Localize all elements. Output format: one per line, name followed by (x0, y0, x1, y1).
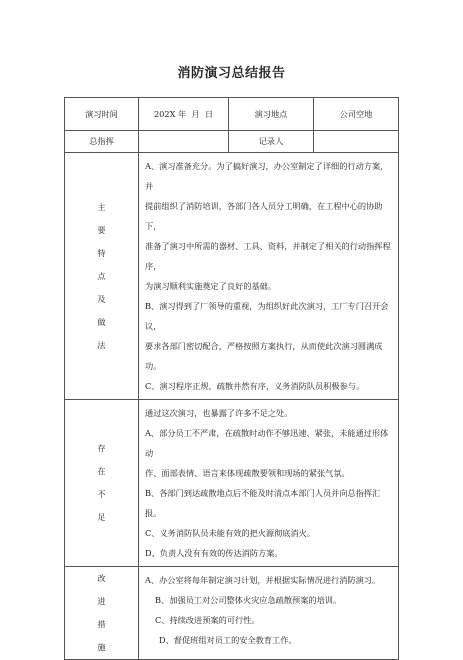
commander-label: 总指挥 (65, 131, 139, 153)
time-label: 演习时间 (65, 98, 139, 131)
recorder-value (314, 131, 399, 153)
section-improvements (65, 567, 399, 660)
page-title: 消防演习总结报告 (177, 66, 286, 81)
section-features (65, 153, 399, 400)
section-label-shortcomings: 存 在 不 足 (65, 400, 139, 567)
section-label-improvements: 改 进 措 施 (65, 567, 139, 660)
section-shortcomings (65, 400, 399, 567)
section-body-shortcomings: 通过这次演习，也暴露了许多不足之处。 A、部分员工不严肃，在疏散时动作不够迅速、紧张，未能通过形体动 作、面部表情、语言来体现疏散要领和现场的紧张气氛。 B、各部门到达疏散地点后不能及时清点本部门人员并向总指挥汇报。 C、义务消防队员未能有效的把火源彻底消火。 D、负责人没有有效的传达消防方案。 (139, 400, 399, 567)
commander-value (139, 131, 229, 153)
place-value: 公司空地 (314, 98, 399, 131)
section-label-features: 主 要 特 点 及 做 法 (65, 153, 139, 400)
place-label: 演习地点 (229, 98, 314, 131)
section-body-improvements: A、办公室将每年制定演习计划，并根据实际情况进行消防演习。 B、加强员工对公司整体火灾应急疏散预案的培训。 C、持续改进预案的可行性。 D、督促班组对员工的安全教育工作。 (139, 567, 399, 660)
time-value: 202X 年 月 日 (139, 98, 229, 131)
recorder-label: 记录人 (229, 131, 314, 153)
info-row-commander (65, 131, 399, 153)
report-table (64, 97, 399, 660)
info-row-time (65, 98, 399, 131)
section-body-features: A、演习准备充分。为了搞好演习，办公室制定了详细的行动方案，并 提前组织了消防培训，各部门各人员分工明确，在工程中心的协助下， 准备了演习中所需的器材、工具、资料，并制定了相关的行动指挥程序， 为演习顺利实施奠定了良好的基础。 B、演习得到了厂领导的重视，为组织好此次演习，工厂专门召开会议， 要求各部门密切配合，严格按照方案执行，从而使此次演习圆满成功。 C、演习程序正规，疏散井然有序，义务消防队员积极参与。 (139, 153, 399, 400)
